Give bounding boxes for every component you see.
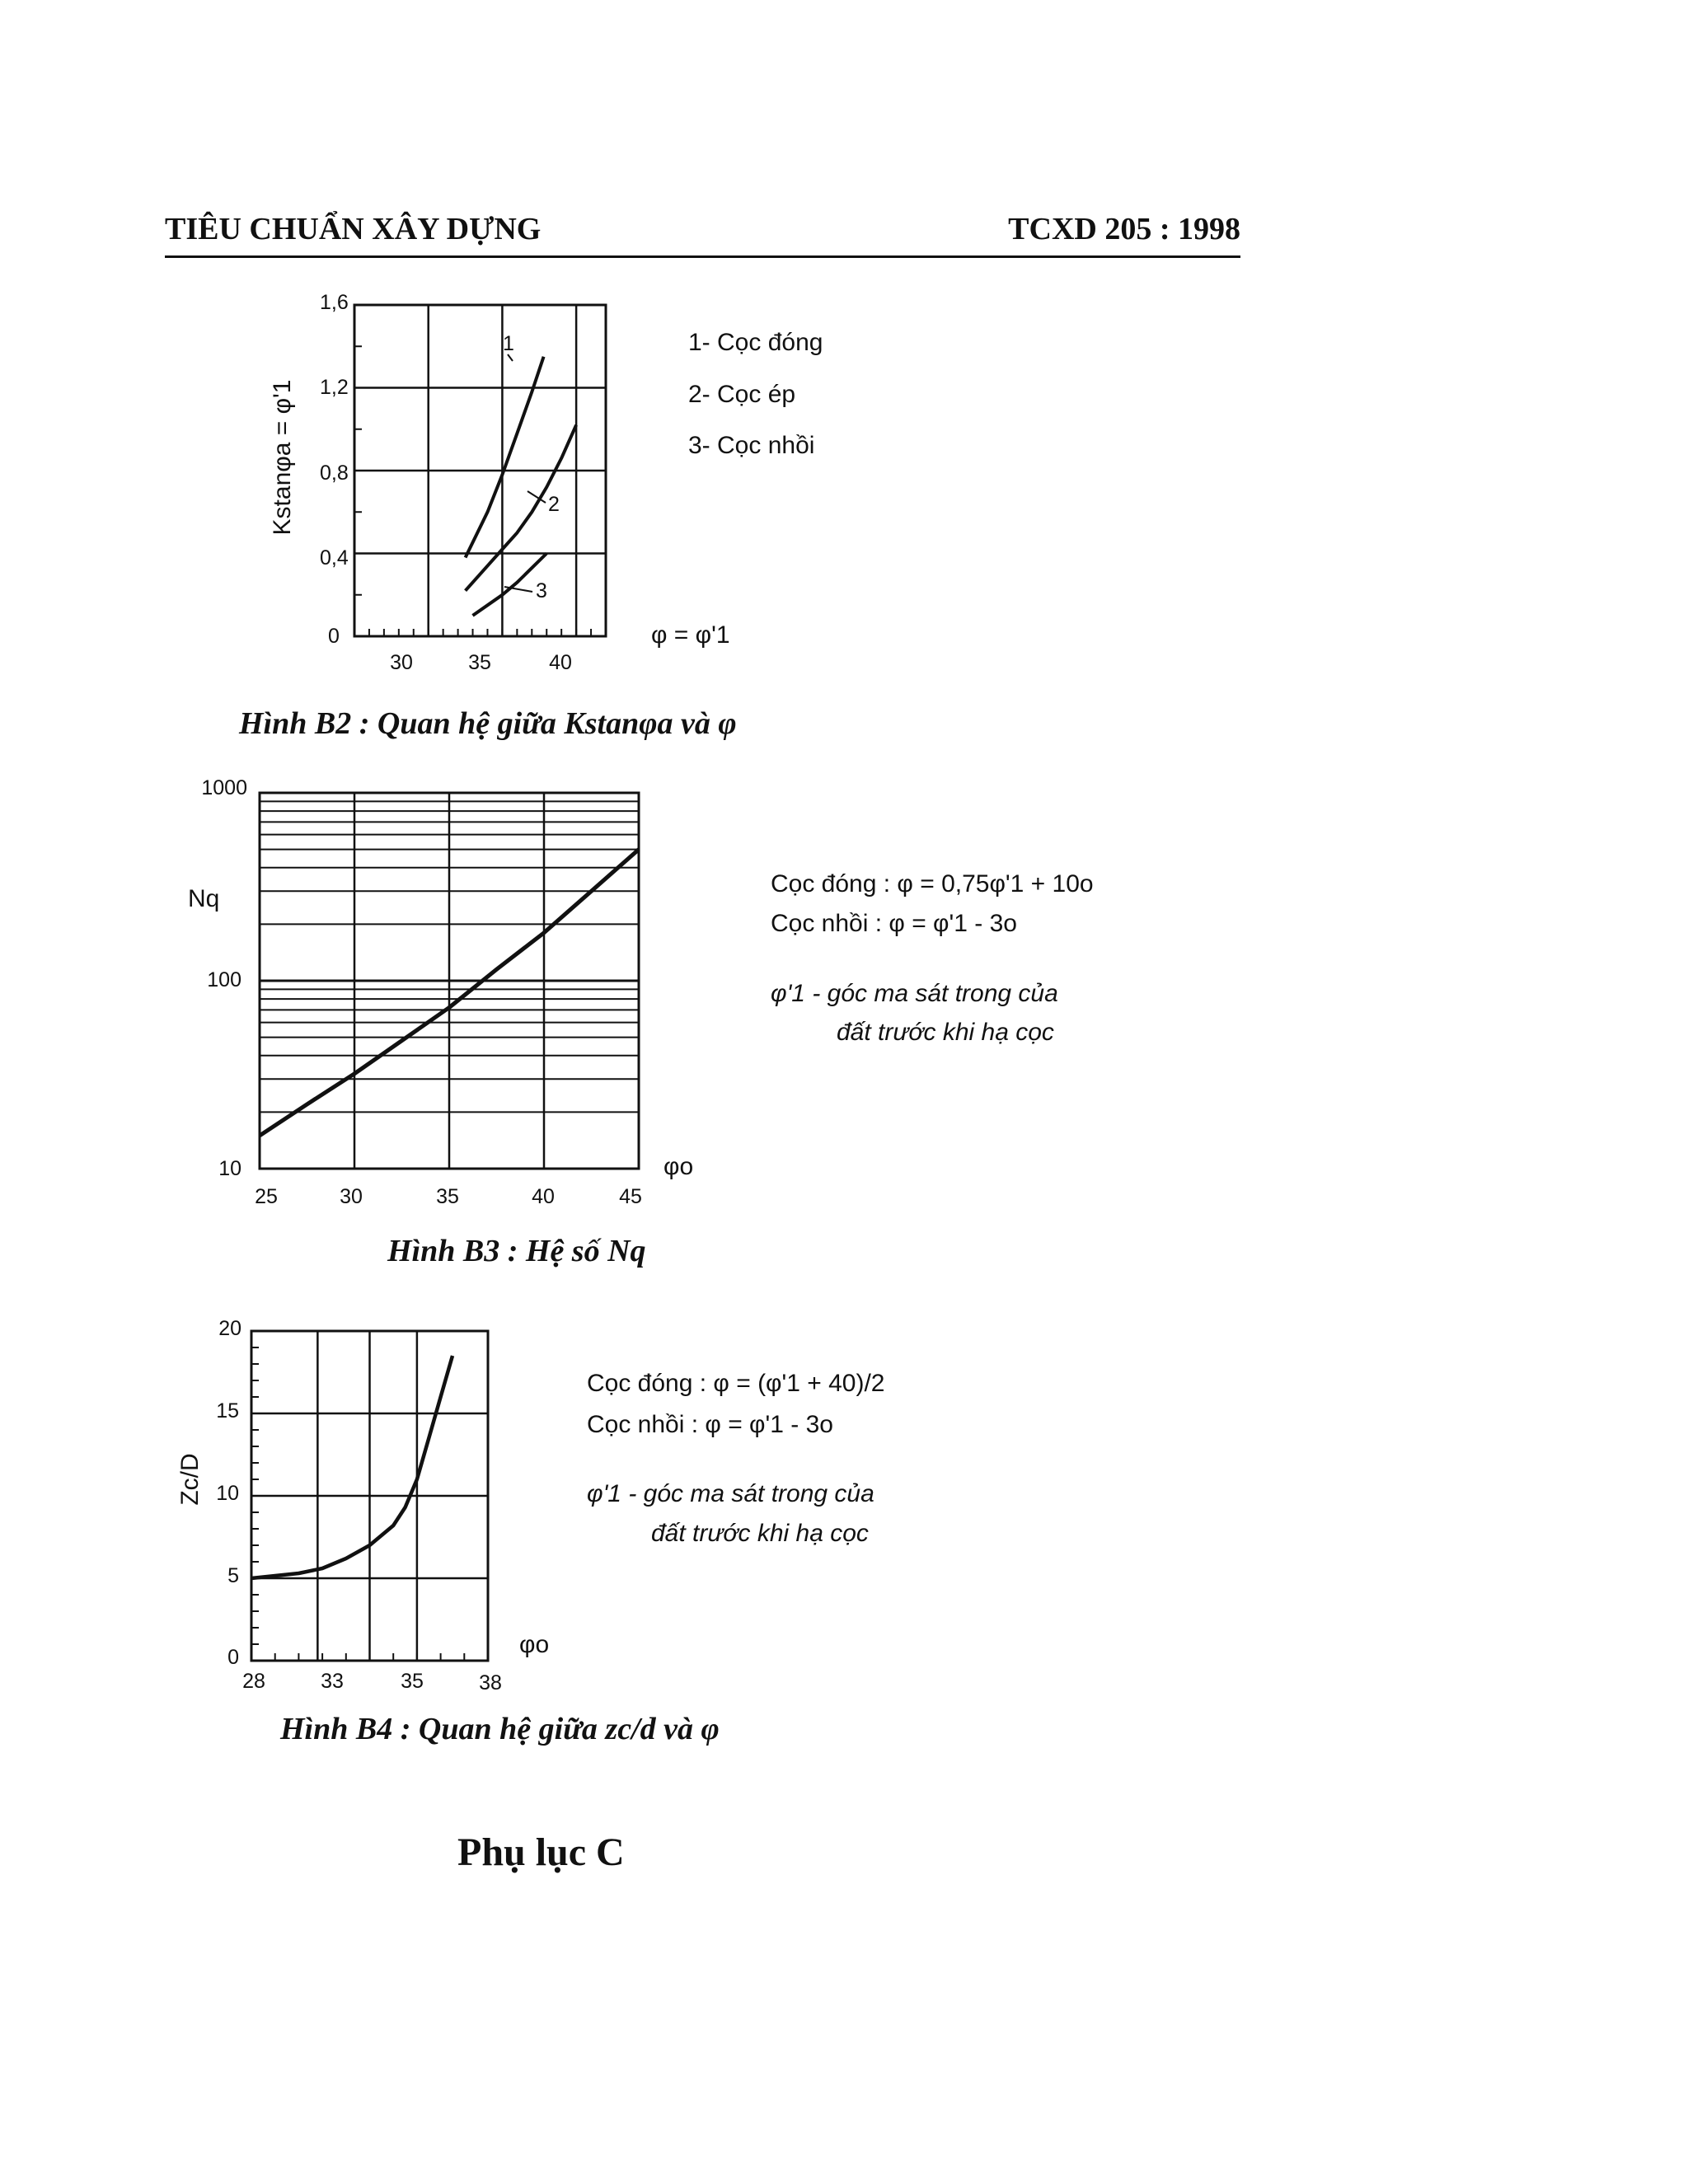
- fig-b2-xlabel: φ = φ'1: [651, 621, 730, 649]
- fig-b4-ytick: 15: [216, 1399, 239, 1422]
- header-standard-code: TCXD 205 : 1998: [1008, 212, 1240, 246]
- fig-b3-xtick: 35: [436, 1185, 459, 1208]
- fig-b3-note: Cọc đóng : φ = 0,75φ'1 + 10o: [771, 870, 1094, 898]
- fig-b4-xtick: 33: [321, 1670, 344, 1693]
- fig-b3-note: đất trước khi hạ cọc: [837, 1019, 1054, 1046]
- fig-b2-xtick: 30: [390, 651, 413, 674]
- fig-b2-legend-item: 2- Cọc ép: [688, 381, 796, 408]
- fig-b2-ylabel: Kstanφa = φ'1: [269, 379, 296, 536]
- fig-b3-grid: [260, 793, 639, 1169]
- fig-b2-ytick: 0,4: [320, 546, 349, 569]
- appendix-heading-wrap: [457, 1830, 625, 1875]
- fig-b4-ytick: 0: [227, 1646, 239, 1669]
- fig-b2-grid: [354, 305, 606, 636]
- fig-b2-ytick: 0,8: [320, 462, 349, 485]
- fig-b4-note: φ'1 - góc ma sát trong của: [587, 1480, 874, 1507]
- fig-b2-xtick: 40: [549, 651, 572, 674]
- fig-b3-ytick: 100: [207, 968, 241, 991]
- fig-b4-curves: [251, 1356, 452, 1578]
- fig-b2-curve-label-3: 3: [536, 579, 547, 602]
- fig-b3-xtick: 45: [619, 1185, 642, 1208]
- fig-b3-ytick: 10: [218, 1157, 241, 1180]
- fig-b2-xtick: 35: [468, 651, 491, 674]
- fig-b4-note: đất trước khi hạ cọc: [651, 1520, 869, 1547]
- fig-b3-ylabel: Nq: [188, 885, 220, 912]
- fig-b2-ytick: 1,6: [320, 291, 349, 314]
- fig-b3-xtick: 25: [255, 1185, 278, 1208]
- fig-b2-legend-item: 3- Cọc nhồi: [688, 432, 815, 459]
- fig-b2-curve-label-2: 2: [548, 493, 560, 516]
- header-standard-title: TIÊU CHUẨN XÂY DỰNG: [165, 212, 542, 246]
- fig-b3-note: φ'1 - góc ma sát trong của: [771, 980, 1058, 1007]
- fig-b4-xtick: 35: [401, 1670, 424, 1693]
- fig-b4-xlabel: φo: [519, 1631, 550, 1658]
- fig-b4-ylabel: Zc/D: [176, 1453, 204, 1506]
- fig-b4-xtick: 38: [479, 1671, 502, 1694]
- fig-b4-grid: [251, 1331, 488, 1661]
- fig-b3-xlabel: φo: [663, 1153, 694, 1180]
- fig-b2-caption: Hình B2 : Quan hệ giữa Kstanφa và φ: [239, 706, 737, 741]
- fig-b2-leader-1: [508, 354, 513, 361]
- fig-b2-ytick: 1,2: [320, 376, 349, 399]
- fig-b2-ytick: 0: [328, 625, 340, 648]
- fig-b4-xtick: 28: [242, 1670, 265, 1693]
- fig-b4-caption: Hình B4 : Quan hệ giữa zc/d và φ: [280, 1712, 720, 1746]
- fig-b3: [188, 776, 1094, 1268]
- fig-b3-xtick: 40: [532, 1185, 555, 1208]
- fig-b2-curve-label-1: 1: [503, 332, 514, 355]
- fig-b4: [176, 1317, 885, 1746]
- fig-b2-legend-item: 1- Cọc đóng: [688, 329, 823, 356]
- fig-b3-caption: Hình B3 : Hệ số Nq: [387, 1234, 646, 1268]
- fig-b2-series-2: [466, 425, 577, 591]
- appendix-heading: Phụ lục C: [457, 1830, 625, 1874]
- fig-b4-ytick: 20: [218, 1317, 241, 1340]
- fig-b4-series-zcd: [251, 1356, 452, 1578]
- fig-b3-note: Cọc nhồi : φ = φ'1 - 3o: [771, 910, 1017, 937]
- fig-b2: [238, 291, 823, 741]
- fig-b4-ytick: 5: [227, 1564, 239, 1587]
- fig-b4-note: Cọc nhồi : φ = φ'1 - 3o: [587, 1411, 833, 1438]
- fig-b4-note: Cọc đóng : φ = (φ'1 + 40)/2: [587, 1370, 885, 1397]
- fig-b3-ytick: 1000: [201, 776, 247, 799]
- fig-b2-curves: [466, 357, 577, 616]
- fig-b4-ytick: 10: [216, 1482, 239, 1505]
- fig-b3-xtick: 30: [340, 1185, 363, 1208]
